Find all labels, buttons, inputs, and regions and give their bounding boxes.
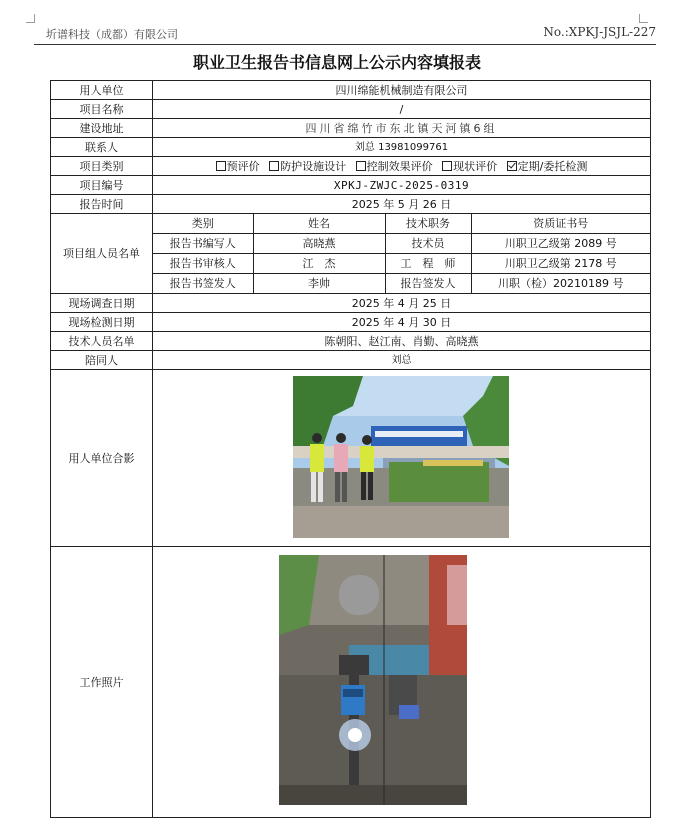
contact-label: 联系人	[51, 138, 153, 157]
category-option-pre-evaluation[interactable]: 预评价	[216, 160, 260, 173]
team-cert: 川职卫乙级第 2089 号	[471, 234, 650, 254]
team-cert: 川职卫乙级第 2178 号	[471, 254, 650, 274]
team-role: 报告书审核人	[153, 254, 253, 274]
checkbox-icon	[356, 161, 366, 171]
row-contact	[51, 138, 651, 157]
survey-date-value: 2025 年 4 月 25 日	[153, 294, 651, 313]
tech-staff-label: 技术人员名单	[51, 332, 153, 351]
row-report-time	[51, 195, 651, 214]
address-label: 建设地址	[51, 119, 153, 138]
row-work-photo	[51, 547, 651, 818]
address-value: 四川省绵竹市东北镇天河镇6组	[153, 119, 651, 138]
category-option-protection-design[interactable]: 防护设施设计	[269, 160, 346, 173]
team-name: 李帅	[253, 274, 385, 294]
group-photo-image	[293, 376, 509, 538]
row-tech-staff	[51, 332, 651, 351]
team-name: 高晓燕	[253, 234, 385, 254]
category-option-control-effect[interactable]: 控制效果评价	[356, 160, 433, 173]
row-project-no	[51, 176, 651, 195]
team-row-writer	[153, 234, 650, 254]
tech-staff-value: 陈朝阳、赵江南、肖勤、高晓燕	[153, 332, 651, 351]
company-name: 圻谱科技（成都）有限公司	[46, 28, 178, 41]
team-header-name: 姓名	[253, 214, 385, 234]
checkbox-icon	[216, 161, 226, 171]
test-date-label: 现场检测日期	[51, 313, 153, 332]
category-options	[153, 157, 651, 176]
project-no-label: 项目编号	[51, 176, 153, 195]
test-date-value: 2025 年 4 月 30 日	[153, 313, 651, 332]
team-role: 报告书签发人	[169, 277, 236, 290]
team-cert: 川职（检）20210189 号	[471, 274, 650, 294]
row-group-photo	[51, 370, 651, 547]
group-photo-cell	[153, 370, 651, 547]
report-form-table	[50, 80, 651, 818]
team-name: 江 杰	[253, 254, 385, 274]
contact-value: 刘总 13981099761	[153, 138, 651, 157]
team-header-title: 技术职务	[385, 214, 471, 234]
project-no-value: XPKJ-ZWJC-2025-0319	[153, 176, 651, 195]
team-role: 报告书编写人	[153, 234, 253, 254]
checked-checkbox-icon	[507, 161, 517, 171]
row-survey-date	[51, 294, 651, 313]
team-title: 技术员	[385, 234, 471, 254]
team-header-row	[153, 214, 650, 234]
team-title: 工 程 师	[385, 254, 471, 274]
row-category	[51, 157, 651, 176]
group-photo-label: 用人单位合影	[51, 370, 153, 547]
accompany-value: 刘总	[153, 351, 651, 370]
team-row-issuer	[153, 274, 650, 294]
project-name-label: 项目名称	[51, 100, 153, 119]
team-header-cert: 资质证书号	[471, 214, 650, 234]
team-table-cell	[153, 214, 651, 294]
team-header-role: 类别	[153, 214, 253, 234]
category-label: 项目类别	[51, 157, 153, 176]
team-row-reviewer	[153, 254, 650, 274]
work-photo-image	[279, 555, 467, 805]
row-address	[51, 119, 651, 138]
survey-date-label: 现场调查日期	[51, 294, 153, 313]
employer-label: 用人单位	[51, 81, 153, 100]
row-employer	[51, 81, 651, 100]
checkbox-icon	[442, 161, 452, 171]
team-label: 项目组人员名单	[51, 214, 153, 294]
accompany-label: 陪同人	[51, 351, 153, 370]
row-accompany	[51, 351, 651, 370]
row-team	[51, 214, 651, 294]
team-table	[153, 214, 650, 293]
page-header	[34, 22, 656, 45]
report-time-value: 2025 年 5 月 26 日	[153, 195, 651, 214]
report-time-label: 报告时间	[51, 195, 153, 214]
row-test-date	[51, 313, 651, 332]
team-title: 报告签发人	[385, 274, 471, 294]
category-option-status-evaluation[interactable]: 现状评价	[442, 160, 497, 173]
form-title: 职业卫生报告书信息网上公示内容填报表	[192, 53, 481, 72]
document-number: No.:XPKJ-JSJL-227	[543, 25, 656, 39]
category-option-periodic-detection[interactable]: 定期/委托检测	[507, 160, 588, 173]
checkbox-icon	[269, 161, 279, 171]
work-photo-label: 工作照片	[51, 547, 153, 818]
employer-value: 四川绵能机械制造有限公司	[153, 81, 651, 100]
row-project-name	[51, 100, 651, 119]
work-photo-cell	[153, 547, 651, 818]
project-name-value: /	[153, 100, 651, 119]
